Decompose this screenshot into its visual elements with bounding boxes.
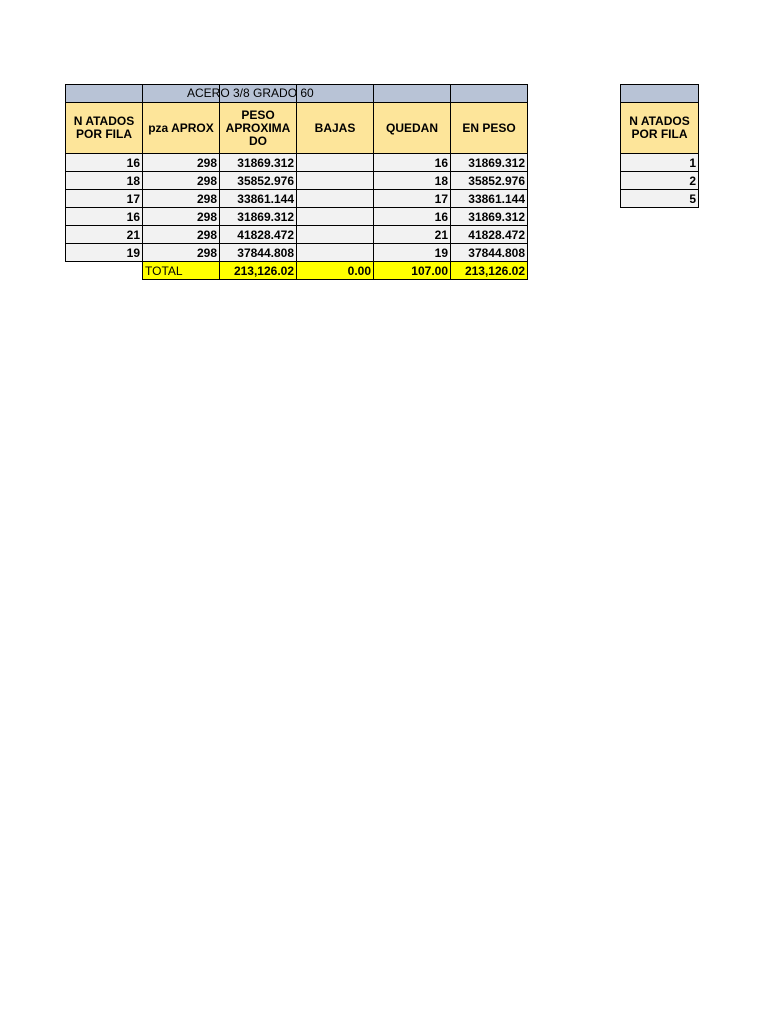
cell-peso[interactable]: 41828.472 xyxy=(220,226,297,244)
cell-peso[interactable]: 31869.312 xyxy=(220,154,297,172)
cell-bajas[interactable] xyxy=(297,172,374,190)
total-bajas[interactable]: 0.00 xyxy=(297,262,374,280)
cell-quedan[interactable]: 21 xyxy=(374,226,451,244)
title-row xyxy=(66,85,528,103)
cell-pza-aprox[interactable]: 298 xyxy=(143,244,220,262)
cell-n-atados[interactable]: 17 xyxy=(66,190,143,208)
cell-bajas[interactable] xyxy=(297,154,374,172)
side-table-row xyxy=(621,190,699,208)
cell-n-atados[interactable]: 19 xyxy=(66,244,143,262)
cell-bajas[interactable] xyxy=(297,190,374,208)
table-row xyxy=(66,172,528,190)
title-cell-5[interactable] xyxy=(374,85,451,103)
title-cell-2[interactable] xyxy=(143,85,314,103)
header-peso-aproximado[interactable]: PESO APROXIMA DO xyxy=(220,103,297,154)
cell-en-peso[interactable]: 35852.976 xyxy=(451,172,528,190)
side-table-row xyxy=(621,154,699,172)
side-table-row xyxy=(621,172,699,190)
header-n-atados[interactable]: N ATADOS POR FILA xyxy=(66,103,143,154)
title-cell-6[interactable] xyxy=(451,85,528,103)
cell-bajas[interactable] xyxy=(297,244,374,262)
cell-en-peso[interactable]: 33861.144 xyxy=(451,190,528,208)
header-row xyxy=(66,103,528,154)
cell-n-atados[interactable]: 18 xyxy=(66,172,143,190)
cell-n-atados[interactable]: 16 xyxy=(66,154,143,172)
cell-en-peso[interactable]: 37844.808 xyxy=(451,244,528,262)
cell-en-peso[interactable]: 31869.312 xyxy=(451,208,528,226)
side-cell[interactable]: 5 xyxy=(621,190,699,208)
cell-bajas[interactable] xyxy=(297,208,374,226)
cell-quedan[interactable]: 16 xyxy=(374,208,451,226)
cell-quedan[interactable]: 16 xyxy=(374,154,451,172)
side-header-n-atados[interactable]: N ATADOS POR FILA xyxy=(621,103,699,154)
total-en-peso[interactable]: 213,126.02 xyxy=(451,262,528,280)
cell-en-peso[interactable]: 31869.312 xyxy=(451,154,528,172)
table-row xyxy=(66,190,528,208)
cell-peso[interactable]: 37844.808 xyxy=(220,244,297,262)
cell-pza-aprox[interactable]: 298 xyxy=(143,172,220,190)
header-bajas[interactable]: BAJAS xyxy=(297,103,374,154)
total-quedan[interactable]: 107.00 xyxy=(374,262,451,280)
title-cell-1[interactable] xyxy=(66,85,143,103)
cell-peso[interactable]: 31869.312 xyxy=(220,208,297,226)
cell-pza-aprox[interactable]: 298 xyxy=(143,208,220,226)
cell-pza-aprox[interactable]: 298 xyxy=(143,226,220,244)
total-blank-cell[interactable] xyxy=(66,262,143,280)
cell-en-peso[interactable]: 41828.472 xyxy=(451,226,528,244)
total-label[interactable]: TOTAL xyxy=(143,262,220,280)
side-header-row xyxy=(621,103,699,154)
cell-pza-aprox[interactable]: 298 xyxy=(143,190,220,208)
cell-n-atados[interactable]: 21 xyxy=(66,226,143,244)
header-en-peso[interactable]: EN PESO xyxy=(451,103,528,154)
table-row xyxy=(66,154,528,172)
cell-peso[interactable]: 35852.976 xyxy=(220,172,297,190)
cell-quedan[interactable]: 19 xyxy=(374,244,451,262)
cell-bajas[interactable] xyxy=(297,226,374,244)
header-quedan[interactable]: QUEDAN xyxy=(374,103,451,154)
total-peso[interactable]: 213,126.02 xyxy=(220,262,297,280)
table-title: ACERO 3/8 GRADO 60 xyxy=(187,86,314,100)
total-row xyxy=(66,262,528,280)
cell-quedan[interactable]: 18 xyxy=(374,172,451,190)
cell-peso[interactable]: 33861.144 xyxy=(220,190,297,208)
side-cell[interactable]: 2 xyxy=(621,172,699,190)
cell-n-atados[interactable]: 16 xyxy=(66,208,143,226)
table-row xyxy=(66,244,528,262)
header-pza-aprox[interactable]: pza APROX xyxy=(143,103,220,154)
main-table xyxy=(65,84,528,280)
side-table xyxy=(620,84,699,208)
table-row xyxy=(66,226,528,244)
side-cell[interactable]: 1 xyxy=(621,154,699,172)
side-title-cell[interactable] xyxy=(621,85,699,103)
table-row xyxy=(66,208,528,226)
cell-quedan[interactable]: 17 xyxy=(374,190,451,208)
side-title-row xyxy=(621,85,699,103)
cell-pza-aprox[interactable]: 298 xyxy=(143,154,220,172)
